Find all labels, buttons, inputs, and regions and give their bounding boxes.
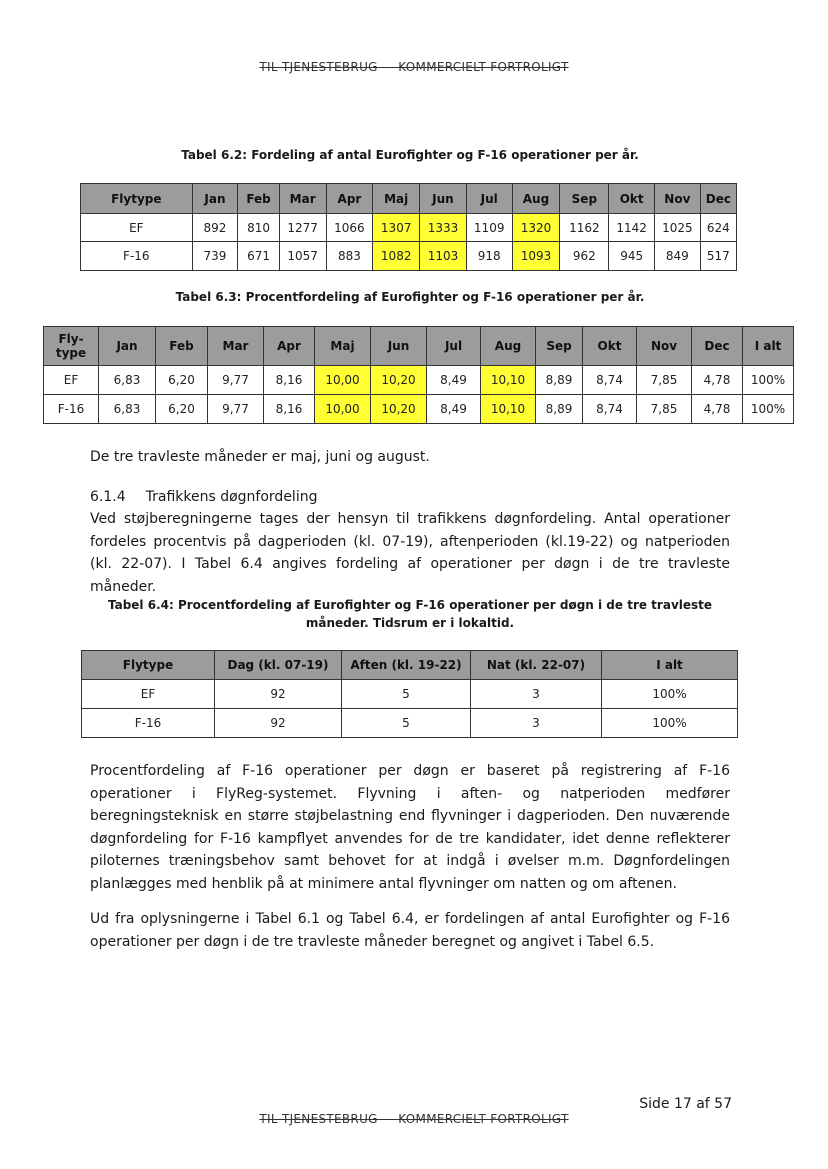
column-header: I alt bbox=[743, 327, 794, 366]
cell: 6,20 bbox=[156, 366, 208, 395]
cell: 1025 bbox=[655, 214, 701, 242]
column-header: Nov bbox=[655, 184, 701, 214]
cell: F-16 bbox=[81, 242, 193, 271]
table-6-3-caption: Tabel 6.3: Procentfordeling af Eurofighter og F-16 operationer per år. bbox=[175, 290, 645, 304]
column-header: Dec bbox=[692, 327, 743, 366]
cell: 739 bbox=[192, 242, 238, 271]
table-6-4-header-row bbox=[82, 651, 738, 680]
column-header: Flytype bbox=[81, 184, 193, 214]
column-header: Fly-type bbox=[44, 327, 99, 366]
column-header: Maj bbox=[315, 327, 371, 366]
table-6-3-header-row bbox=[44, 327, 794, 366]
cell: 1057 bbox=[279, 242, 326, 271]
column-header: Flytype bbox=[82, 651, 215, 680]
cell: 945 bbox=[609, 242, 655, 271]
classification-footer: TIL TJENESTEBRUG — KOMMERCIELT FORTROLIGT bbox=[259, 1112, 569, 1126]
cell: 1109 bbox=[466, 214, 512, 242]
cell: 883 bbox=[326, 242, 373, 271]
cell: 92 bbox=[215, 680, 342, 709]
table-6-4 bbox=[81, 650, 738, 738]
column-header: I alt bbox=[602, 651, 738, 680]
final-paragraph: Ud fra oplysningerne i Tabel 6.1 og Tabel 6.4, er fordelingen af antal Eurofighter og F-16 operationer per døgn i de tre travleste måneder beregnet og angivet i Tabel 6.5. bbox=[90, 911, 730, 950]
cell: 1277 bbox=[279, 214, 326, 242]
cell: 1162 bbox=[560, 214, 609, 242]
cell: EF bbox=[44, 366, 99, 395]
cell: 3 bbox=[471, 680, 602, 709]
column-header: Mar bbox=[208, 327, 264, 366]
cell: 100% bbox=[743, 395, 794, 424]
table-6-2-header-row bbox=[81, 184, 737, 214]
cell: 3 bbox=[471, 709, 602, 738]
table-row bbox=[82, 709, 738, 738]
column-header: Jan bbox=[192, 184, 238, 214]
column-header: Apr bbox=[326, 184, 373, 214]
column-header: Dag (kl. 07-19) bbox=[215, 651, 342, 680]
column-header: Jun bbox=[420, 184, 467, 214]
cell: 4,78 bbox=[692, 366, 743, 395]
column-header: Okt bbox=[609, 184, 655, 214]
cell: 100% bbox=[743, 366, 794, 395]
cell: 624 bbox=[700, 214, 736, 242]
cell: 8,74 bbox=[583, 395, 637, 424]
table-row bbox=[81, 214, 737, 242]
cell: 6,20 bbox=[156, 395, 208, 424]
column-header: Nat (kl. 22-07) bbox=[471, 651, 602, 680]
section-number: 6.1.4 bbox=[90, 489, 126, 505]
column-header: Jul bbox=[427, 327, 481, 366]
highlighted-cell: 1103 bbox=[420, 242, 467, 271]
page-number: Side 17 af 57 bbox=[639, 1096, 732, 1112]
cell: 9,77 bbox=[208, 395, 264, 424]
column-header: Jun bbox=[371, 327, 427, 366]
cell: 1066 bbox=[326, 214, 373, 242]
highlighted-cell: 10,20 bbox=[371, 395, 427, 424]
cell: 7,85 bbox=[637, 395, 692, 424]
cell: 5 bbox=[342, 680, 471, 709]
cell: 9,77 bbox=[208, 366, 264, 395]
column-header: Jul bbox=[466, 184, 512, 214]
table-row bbox=[44, 395, 794, 424]
table-6-2 bbox=[80, 183, 737, 271]
cell: 100% bbox=[602, 680, 738, 709]
column-header: Jan bbox=[99, 327, 156, 366]
section-paragraph: Ved støjberegningerne tages der hensyn til trafikkens døgnfordeling. Antal operationer fordeles procentvis på dagperioden (kl. 07-19), aftenperioden (kl.19-22) og natperioden (kl. 22-07). I Tabel 6.4 angives fordeling af operationer per døgn i de tre travleste måneder. bbox=[90, 511, 730, 595]
highlighted-cell: 10,10 bbox=[481, 366, 536, 395]
column-header: Aften (kl. 19-22) bbox=[342, 651, 471, 680]
cell: EF bbox=[82, 680, 215, 709]
cell: 92 bbox=[215, 709, 342, 738]
cell: F-16 bbox=[82, 709, 215, 738]
table-6-4-caption: Tabel 6.4: Procentfordeling af Eurofighter og F-16 operationer per døgn i de tre travleste måneder. Tidsrum er i lokaltid. bbox=[107, 598, 713, 630]
cell: 7,85 bbox=[637, 366, 692, 395]
cell: 8,74 bbox=[583, 366, 637, 395]
column-header: Sep bbox=[560, 184, 609, 214]
highlighted-cell: 1320 bbox=[512, 214, 560, 242]
column-header: Maj bbox=[373, 184, 420, 214]
cell: 517 bbox=[700, 242, 736, 271]
cell: 1142 bbox=[609, 214, 655, 242]
highlighted-cell: 10,10 bbox=[481, 395, 536, 424]
cell: EF bbox=[81, 214, 193, 242]
column-header: Feb bbox=[156, 327, 208, 366]
cell: 100% bbox=[602, 709, 738, 738]
table-row bbox=[82, 680, 738, 709]
highlighted-cell: 10,00 bbox=[315, 395, 371, 424]
column-header: Aug bbox=[512, 184, 560, 214]
section-title: Trafikkens døgnfordeling bbox=[145, 489, 318, 505]
cell: 8,16 bbox=[264, 366, 315, 395]
column-header: Dec bbox=[700, 184, 736, 214]
cell: 8,49 bbox=[427, 366, 481, 395]
cell: 8,16 bbox=[264, 395, 315, 424]
cell: 671 bbox=[238, 242, 279, 271]
column-header: Okt bbox=[583, 327, 637, 366]
cell: 892 bbox=[192, 214, 238, 242]
cell: 6,83 bbox=[99, 366, 156, 395]
cell: 8,89 bbox=[536, 366, 583, 395]
section-heading bbox=[90, 486, 730, 509]
highlighted-cell: 1093 bbox=[512, 242, 560, 271]
column-header: Apr bbox=[264, 327, 315, 366]
highlighted-cell: 1333 bbox=[420, 214, 467, 242]
column-header: Nov bbox=[637, 327, 692, 366]
column-header: Feb bbox=[238, 184, 279, 214]
f16-distribution-paragraph: Procentfordeling af F-16 operationer per døgn er baseret på registrering af F-16 operationer i FlyReg-systemet. Flyvning i aften- og natperioden medfører beregningsteknisk en større støjbelastning end flyvninger i dagperioden. Den nuværende døgnfordeling for F-16 kampflyet anvendes for de tre kandidater, idet denne reflekterer piloternes træningsbehov samt behovet for at indgå i øvelser m.m. Døgnfordelingen planlægges med henblik på at minimere antal flyvninger om natten og om aftenen. bbox=[90, 763, 730, 892]
classification-header: TIL TJENESTEBRUG — KOMMERCIELT FORTROLIGT bbox=[259, 60, 569, 74]
cell: 849 bbox=[655, 242, 701, 271]
cell: 962 bbox=[560, 242, 609, 271]
cell: 4,78 bbox=[692, 395, 743, 424]
cell: 5 bbox=[342, 709, 471, 738]
cell: 918 bbox=[466, 242, 512, 271]
cell: 6,83 bbox=[99, 395, 156, 424]
table-row bbox=[44, 366, 794, 395]
column-header: Sep bbox=[536, 327, 583, 366]
table-row bbox=[81, 242, 737, 271]
highlighted-cell: 1082 bbox=[373, 242, 420, 271]
highlighted-cell: 10,20 bbox=[371, 366, 427, 395]
column-header: Mar bbox=[279, 184, 326, 214]
highlighted-cell: 1307 bbox=[373, 214, 420, 242]
highlighted-cell: 10,00 bbox=[315, 366, 371, 395]
busiest-months-paragraph: De tre travleste måneder er maj, juni og august. bbox=[90, 449, 430, 465]
cell: F-16 bbox=[44, 395, 99, 424]
table-6-3 bbox=[43, 326, 794, 424]
cell: 810 bbox=[238, 214, 279, 242]
column-header: Aug bbox=[481, 327, 536, 366]
table-6-2-caption: Tabel 6.2: Fordeling af antal Eurofighter og F-16 operationer per år. bbox=[181, 148, 639, 162]
cell: 8,89 bbox=[536, 395, 583, 424]
cell: 8,49 bbox=[427, 395, 481, 424]
